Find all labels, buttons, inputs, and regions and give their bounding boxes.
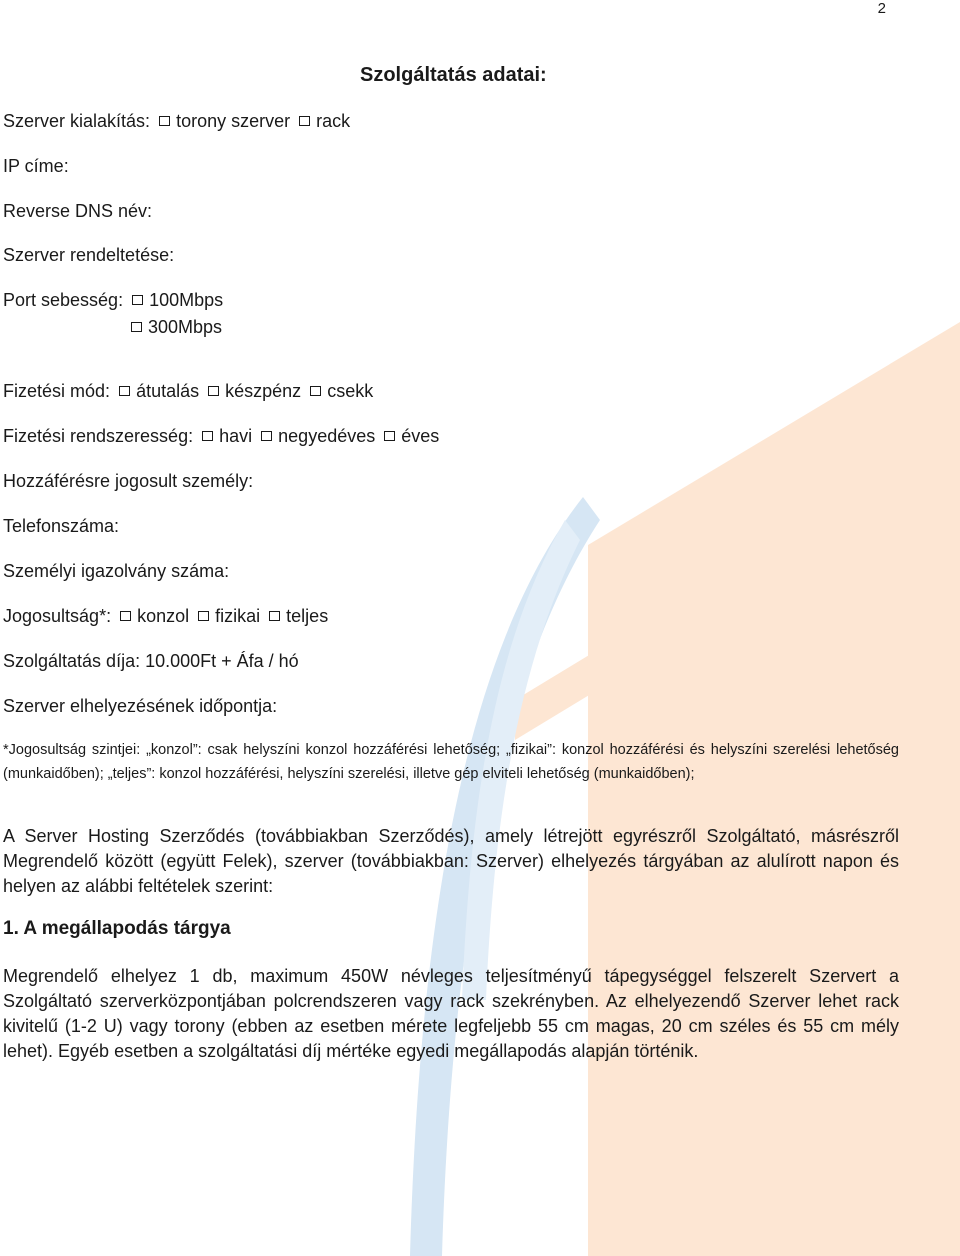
checkbox-console[interactable]	[120, 611, 131, 621]
field-reverse-dns: Reverse DNS név:	[3, 201, 153, 221]
field-phone: Telefonszáma:	[3, 516, 120, 536]
option-300mbps-label: 300Mbps	[148, 317, 223, 337]
option-physical-label: fizikai	[215, 606, 261, 626]
permission-note: *Jogosultság szintjei: „konzol”: csak helyszíni konzol hozzáférési lehetőség; „fizikai”: konzol hozzáférési és helyszíni szerelési lehetőség (munkaidőben); „teljes”: konzol hozzáférési, helyszíni szerelési, illetve gép elviteli lehetőség (munkaidőben);	[3, 742, 899, 782]
field-server-type	[3, 111, 350, 132]
checkbox-300mbps[interactable]	[131, 322, 142, 332]
checkbox-cheque[interactable]	[310, 386, 321, 396]
field-label: Port sebesség:	[3, 290, 124, 310]
field-port-speed	[3, 290, 223, 311]
field-ip: IP címe:	[3, 156, 69, 176]
field-placement-date: Szerver elhelyezésének időpontja:	[3, 696, 278, 716]
checkbox-100mbps[interactable]	[132, 295, 143, 305]
checkbox-yearly[interactable]	[384, 431, 395, 441]
option-100mbps-label: 100Mbps	[149, 290, 224, 310]
section-1-body: Megrendelő elhelyez 1 db, maximum 450W névleges teljesítményű tápegységgel felszerelt Szervert a Szolgáltató szerverközpontjában polcrendszeren vagy rack szekrényben. Az elhelyezendő Szerver lehet rack kivitelű (1-2 U) vagy torony (ebben az esetben mérete legfeljebb 55 cm magas, 20 cm széles és 55 cm mély lehet). Egyéb esetben a szolgáltatási díj mértéke egyedi megállapodás alapján történik.	[3, 966, 899, 1061]
option-quarterly-label: negyedéves	[278, 426, 376, 446]
option-cheque-label: csekk	[327, 381, 374, 401]
option-rack-label: rack	[316, 111, 351, 131]
field-payment-frequency	[3, 426, 439, 447]
option-cash-label: készpénz	[225, 381, 302, 401]
field-label: Szerver kialakítás:	[3, 111, 151, 131]
checkbox-cash[interactable]	[208, 386, 219, 396]
field-purpose: Szerver rendeltetése:	[3, 245, 175, 265]
field-service-fee: Szolgáltatás díja: 10.000Ft + Áfa / hó	[3, 651, 299, 671]
option-yearly-label: éves	[401, 426, 440, 446]
option-full-label: teljes	[286, 606, 329, 626]
option-tower-label: torony szerver	[176, 111, 291, 131]
checkbox-monthly[interactable]	[202, 431, 213, 441]
field-id-number: Személyi igazolvány száma:	[3, 561, 230, 581]
contract-intro: A Server Hosting Szerződés (továbbiakban Szerződés), amely létrejött egyrészről Szolgáltató, másrészről Megrendelő között (együtt Felek), szerver (továbbiakban: Szerver) elhelyezés tárgyában az alulírott napon és helyen az alábbi feltételek szerint:	[3, 826, 899, 896]
field-label: Jogosultság*:	[3, 606, 112, 626]
field-permission	[3, 606, 328, 627]
checkbox-full[interactable]	[269, 611, 280, 621]
option-transfer-label: átutalás	[136, 381, 200, 401]
field-port-speed-second	[127, 317, 222, 338]
checkbox-transfer[interactable]	[119, 386, 130, 396]
checkbox-physical[interactable]	[198, 611, 209, 621]
page-number: 2	[877, 0, 886, 17]
section-1-heading: 1. A megállapodás tárgya	[3, 918, 231, 939]
field-label: Fizetési mód:	[3, 381, 111, 401]
field-payment-method	[3, 381, 373, 402]
field-label: Fizetési rendszeresség:	[3, 426, 194, 446]
checkbox-tower[interactable]	[159, 116, 170, 126]
checkbox-quarterly[interactable]	[261, 431, 272, 441]
section-title: Szolgáltatás adatai:	[360, 64, 547, 86]
option-monthly-label: havi	[219, 426, 253, 446]
option-console-label: konzol	[137, 606, 190, 626]
field-authorized-person: Hozzáférésre jogosult személy:	[3, 471, 254, 491]
checkbox-rack[interactable]	[299, 116, 310, 126]
